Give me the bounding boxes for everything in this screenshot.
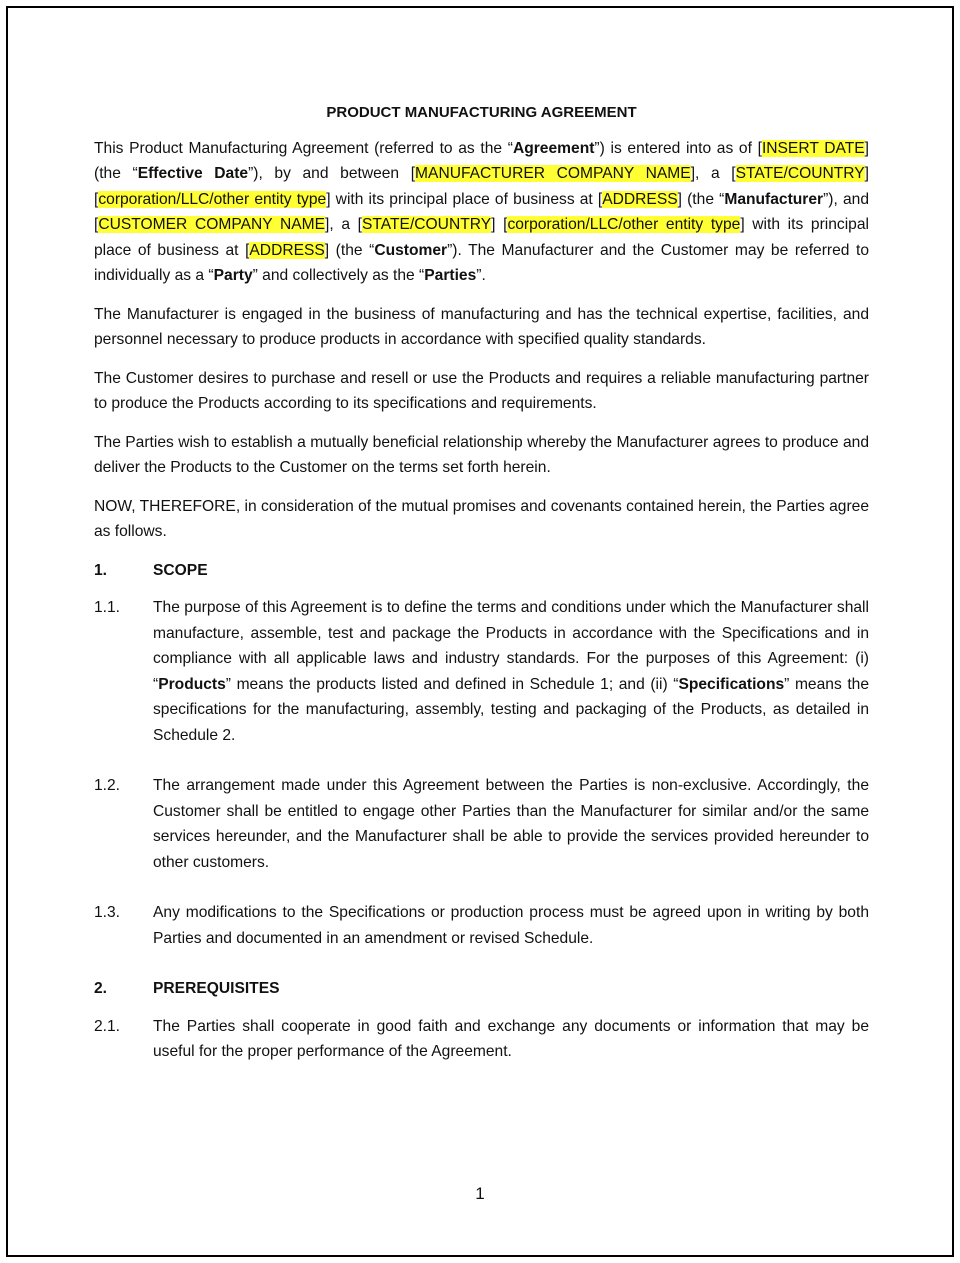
- recital-paragraph: The Customer desires to purchase and resell or use the Products and requires a reliable manufacturing partner to produce the Products according to its specifications and requirements.: [94, 369, 869, 412]
- placeholder-insert-date: INSERT DATE: [761, 139, 865, 157]
- page-number: 1: [475, 1184, 485, 1203]
- intro-text: ”) is entered into as of [: [594, 139, 762, 157]
- clause-1-1: [94, 595, 869, 748]
- placeholder-customer-name: CUSTOMER COMPANY NAME: [98, 216, 326, 233]
- placeholder-customer-address: ADDRESS: [249, 241, 325, 259]
- defined-term-effective-date: Effective Date: [137, 165, 249, 182]
- clause-text-segment: ” means the specifications for the manufacturing, assembly, testing and packaging of the Products, as detailed in Schedule 2.: [153, 675, 869, 744]
- clause-text-segment: ” means the products listed and defined in Schedule 1; and (ii) “: [225, 675, 679, 693]
- section-title: PREREQUISITES: [153, 980, 280, 997]
- intro-text: ] [: [491, 216, 508, 233]
- placeholder-manufacturer-state: STATE/COUNTRY: [735, 165, 865, 182]
- clause-1-3: [94, 900, 869, 951]
- recital-paragraph: NOW, THEREFORE, in consideration of the mutual promises and covenants contained herein, the Parties agree as follows.: [94, 497, 869, 540]
- document-body: [94, 100, 869, 1090]
- intro-paragraph: [94, 136, 869, 289]
- clause-number: 1.3.: [94, 904, 121, 921]
- defined-term-party: Party: [213, 267, 253, 284]
- intro-text: ” and collectively as the “: [252, 267, 425, 284]
- clause-2-1: [94, 1014, 869, 1065]
- intro-text: ”), by and between [: [248, 165, 416, 182]
- clause-text: Any modifications to the Specifications or production process must be agreed upon in writing by both Parties and documented in an amendment or revised Schedule.: [153, 904, 869, 947]
- intro-text: This Product Manufacturing Agreement (referred to as the “: [94, 139, 513, 157]
- defined-term-parties: Parties: [424, 267, 477, 284]
- document-title: PRODUCT MANUFACTURING AGREEMENT: [326, 104, 637, 121]
- section-heading-prerequisites: [94, 976, 869, 1002]
- placeholder-manufacturer-address: ADDRESS: [602, 190, 678, 208]
- placeholder-manufacturer-name: MANUFACTURER COMPANY NAME: [415, 165, 691, 182]
- recital-paragraph: The Parties wish to establish a mutually beneficial relationship whereby the Manufacturer agrees to produce and deliver the Products to the Customer on the terms set forth herein.: [94, 433, 869, 476]
- intro-text: ] (the “: [677, 190, 725, 208]
- intro-text: ] with its principal place of business at [: [94, 216, 869, 259]
- clause-number: 1.1.: [94, 599, 121, 616]
- document-page: [6, 6, 954, 1257]
- clause-number: 1.2.: [94, 777, 121, 794]
- recital-paragraph: The Manufacturer is engaged in the business of manufacturing and has the technical expertise, facilities, and personnel necessary to produce products in accordance with specified quality standards.: [94, 305, 869, 348]
- intro-text: ], a [: [325, 216, 363, 233]
- clause-text-segment: The purpose of this Agreement is to define the terms and conditions under which the Manufacturer shall manufacture, assemble, test and package the Products in accordance with the Specifications and in compliance with all applicable laws and industry standards. For the purposes of this Agreement: (i) “: [153, 599, 869, 693]
- defined-term-manufacturer: Manufacturer: [724, 190, 824, 208]
- defined-term-specifications: Specifications: [678, 675, 785, 693]
- defined-term-products: Products: [158, 675, 226, 693]
- placeholder-customer-entity-type: corporation/LLC/other entity type: [507, 216, 741, 233]
- intro-text: ] [: [94, 165, 870, 208]
- intro-text: ”.: [476, 267, 486, 284]
- defined-term-customer: Customer: [374, 241, 448, 259]
- intro-text: ”). The Manufacturer and the Customer may be referred to individually as a “: [94, 241, 870, 284]
- clause-text: [153, 595, 869, 748]
- placeholder-manufacturer-entity-type: corporation/LLC/other entity type: [98, 190, 327, 208]
- intro-text: ] (the “: [324, 241, 375, 259]
- section-number: 1.: [94, 561, 108, 579]
- intro-text: ] (the “: [94, 139, 870, 182]
- section-number: 2.: [94, 980, 108, 997]
- intro-text: ], a [: [690, 165, 736, 182]
- placeholder-customer-state: STATE/COUNTRY: [362, 216, 492, 233]
- intro-text: ”), and [: [94, 190, 869, 233]
- clause-number: 2.1.: [94, 1017, 121, 1035]
- section-title: SCOPE: [153, 561, 208, 579]
- clause-text: The arrangement made under this Agreement between the Parties is non-exclusive. Accordingly, the Customer shall be entitled to engage other Parties than the Manufacturer for similar and/or the same services hereunder, and the Manufacturer shall be able to provide the services provided hereunder to other customers.: [153, 777, 869, 871]
- defined-term-agreement: Agreement: [512, 139, 595, 157]
- section-heading-scope: [94, 558, 869, 584]
- clause-text: The Parties shall cooperate in good faith and exchange any documents or information that may be useful for the proper performance of the Agreement.: [153, 1017, 869, 1060]
- intro-text: ] with its principal place of business at [: [326, 190, 603, 208]
- clause-1-2: [94, 773, 869, 875]
